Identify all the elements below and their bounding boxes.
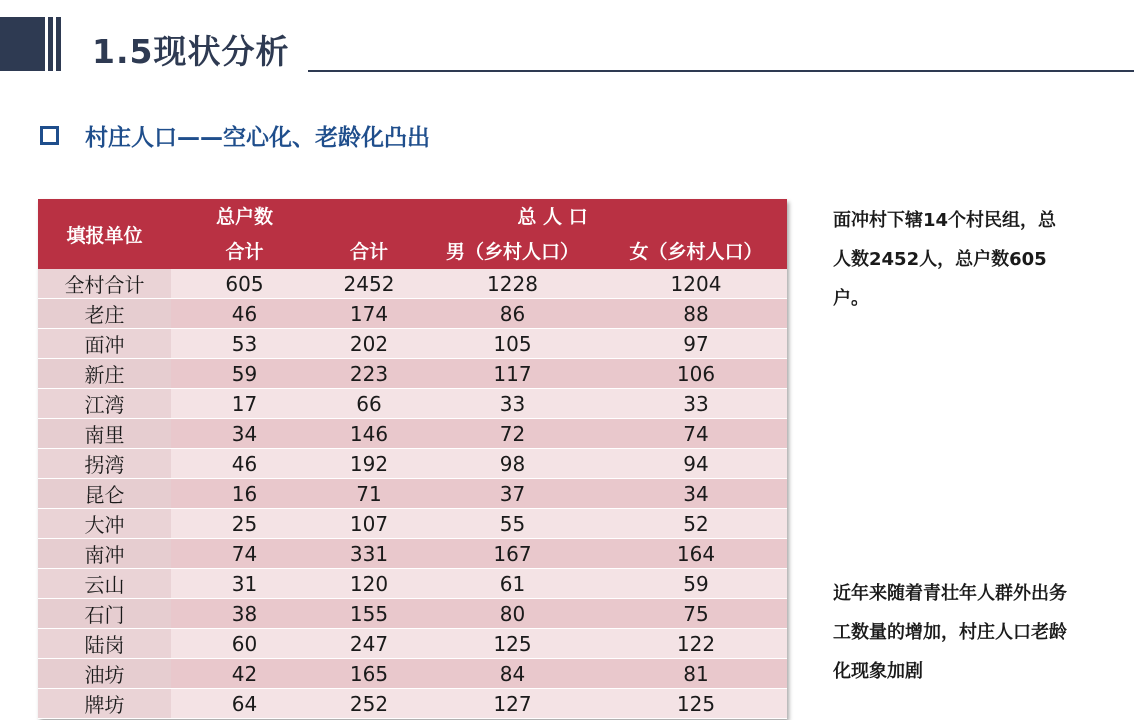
cell-female: 125 — [605, 689, 787, 719]
cell-total: 71 — [318, 479, 420, 509]
cell-total: 146 — [318, 419, 420, 449]
cell-name: 新庄 — [38, 359, 171, 389]
cell-total: 155 — [318, 599, 420, 629]
section-subheading — [40, 119, 430, 152]
cell-total: 2452 — [318, 269, 420, 299]
cell-households: 605 — [171, 269, 318, 299]
summary-text: 面冲村下辖14个村民组，总人数2452人，总户数605户。 — [833, 210, 1057, 309]
cell-male: 33 — [420, 389, 605, 419]
table-row — [38, 599, 787, 629]
cell-male: 84 — [420, 659, 605, 689]
cell-households: 38 — [171, 599, 318, 629]
cell-male: 98 — [420, 449, 605, 479]
cell-households: 59 — [171, 359, 318, 389]
cell-female: 1204 — [605, 269, 787, 299]
cell-name: 江湾 — [38, 389, 171, 419]
cell-total: 223 — [318, 359, 420, 389]
cell-male: 61 — [420, 569, 605, 599]
cell-female: 52 — [605, 509, 787, 539]
cell-households: 74 — [171, 539, 318, 569]
cell-male: 72 — [420, 419, 605, 449]
subheader-population-total: 合计 — [318, 232, 420, 269]
subheader-female: 女（乡村人口） — [605, 232, 787, 269]
cell-name: 油坊 — [38, 659, 171, 689]
cell-households: 53 — [171, 329, 318, 359]
table-body — [38, 269, 787, 719]
cell-total: 66 — [318, 389, 420, 419]
table-row — [38, 389, 787, 419]
header-population: 总 人 口 — [318, 199, 787, 232]
cell-total: 192 — [318, 449, 420, 479]
cell-male: 167 — [420, 539, 605, 569]
cell-households: 31 — [171, 569, 318, 599]
header-decoration-bar — [48, 17, 53, 71]
note-text: 近年来随着青壮年人群外出务工数量的增加，村庄人口老龄化现象加剧 — [833, 583, 1067, 682]
cell-name: 石门 — [38, 599, 171, 629]
subheading-text: 村庄人口——空心化、老龄化凸出 — [85, 125, 430, 151]
cell-total: 202 — [318, 329, 420, 359]
cell-name: 陆岗 — [38, 629, 171, 659]
cell-total: 107 — [318, 509, 420, 539]
cell-male: 86 — [420, 299, 605, 329]
cell-name: 昆仑 — [38, 479, 171, 509]
cell-name: 全村合计 — [38, 269, 171, 299]
cell-total: 174 — [318, 299, 420, 329]
table-row — [38, 329, 787, 359]
table-row — [38, 659, 787, 689]
cell-female: 106 — [605, 359, 787, 389]
cell-male: 80 — [420, 599, 605, 629]
cell-female: 34 — [605, 479, 787, 509]
table-row — [38, 299, 787, 329]
cell-households: 25 — [171, 509, 318, 539]
page-title: 1.5现状分析 — [92, 32, 290, 71]
table-row — [38, 269, 787, 299]
cell-households: 17 — [171, 389, 318, 419]
header-decoration-bar — [56, 17, 61, 71]
header-decoration-block — [0, 17, 45, 71]
cell-name: 大冲 — [38, 509, 171, 539]
header-households: 总户数 — [171, 199, 318, 232]
cell-female: 94 — [605, 449, 787, 479]
cell-households: 16 — [171, 479, 318, 509]
cell-male: 117 — [420, 359, 605, 389]
cell-name: 南里 — [38, 419, 171, 449]
cell-households: 34 — [171, 419, 318, 449]
cell-male: 37 — [420, 479, 605, 509]
cell-male: 55 — [420, 509, 605, 539]
cell-female: 81 — [605, 659, 787, 689]
table-row — [38, 689, 787, 719]
cell-total: 331 — [318, 539, 420, 569]
square-bullet-icon — [40, 126, 59, 145]
title-underline — [308, 70, 1134, 72]
cell-households: 64 — [171, 689, 318, 719]
header-unit: 填报单位 — [38, 199, 171, 269]
cell-name: 拐湾 — [38, 449, 171, 479]
cell-name: 老庄 — [38, 299, 171, 329]
cell-name: 云山 — [38, 569, 171, 599]
cell-female: 75 — [605, 599, 787, 629]
table-row — [38, 449, 787, 479]
cell-total: 120 — [318, 569, 420, 599]
cell-female: 59 — [605, 569, 787, 599]
cell-male: 1228 — [420, 269, 605, 299]
table-row — [38, 629, 787, 659]
cell-male: 125 — [420, 629, 605, 659]
cell-total: 252 — [318, 689, 420, 719]
cell-female: 88 — [605, 299, 787, 329]
table-row — [38, 419, 787, 449]
table-row — [38, 569, 787, 599]
cell-households: 46 — [171, 299, 318, 329]
cell-female: 122 — [605, 629, 787, 659]
cell-name: 牌坊 — [38, 689, 171, 719]
cell-female: 97 — [605, 329, 787, 359]
table-row — [38, 359, 787, 389]
cell-name: 南冲 — [38, 539, 171, 569]
population-table — [38, 199, 787, 719]
cell-male: 105 — [420, 329, 605, 359]
cell-male: 127 — [420, 689, 605, 719]
cell-female: 33 — [605, 389, 787, 419]
cell-female: 74 — [605, 419, 787, 449]
table-row — [38, 479, 787, 509]
table-row — [38, 509, 787, 539]
cell-households: 60 — [171, 629, 318, 659]
cell-total: 165 — [318, 659, 420, 689]
cell-name: 面冲 — [38, 329, 171, 359]
cell-total: 247 — [318, 629, 420, 659]
cell-households: 46 — [171, 449, 318, 479]
subheader-male: 男（乡村人口） — [420, 232, 605, 269]
cell-households: 42 — [171, 659, 318, 689]
subheader-households-total: 合计 — [171, 232, 318, 269]
cell-female: 164 — [605, 539, 787, 569]
table-row — [38, 539, 787, 569]
